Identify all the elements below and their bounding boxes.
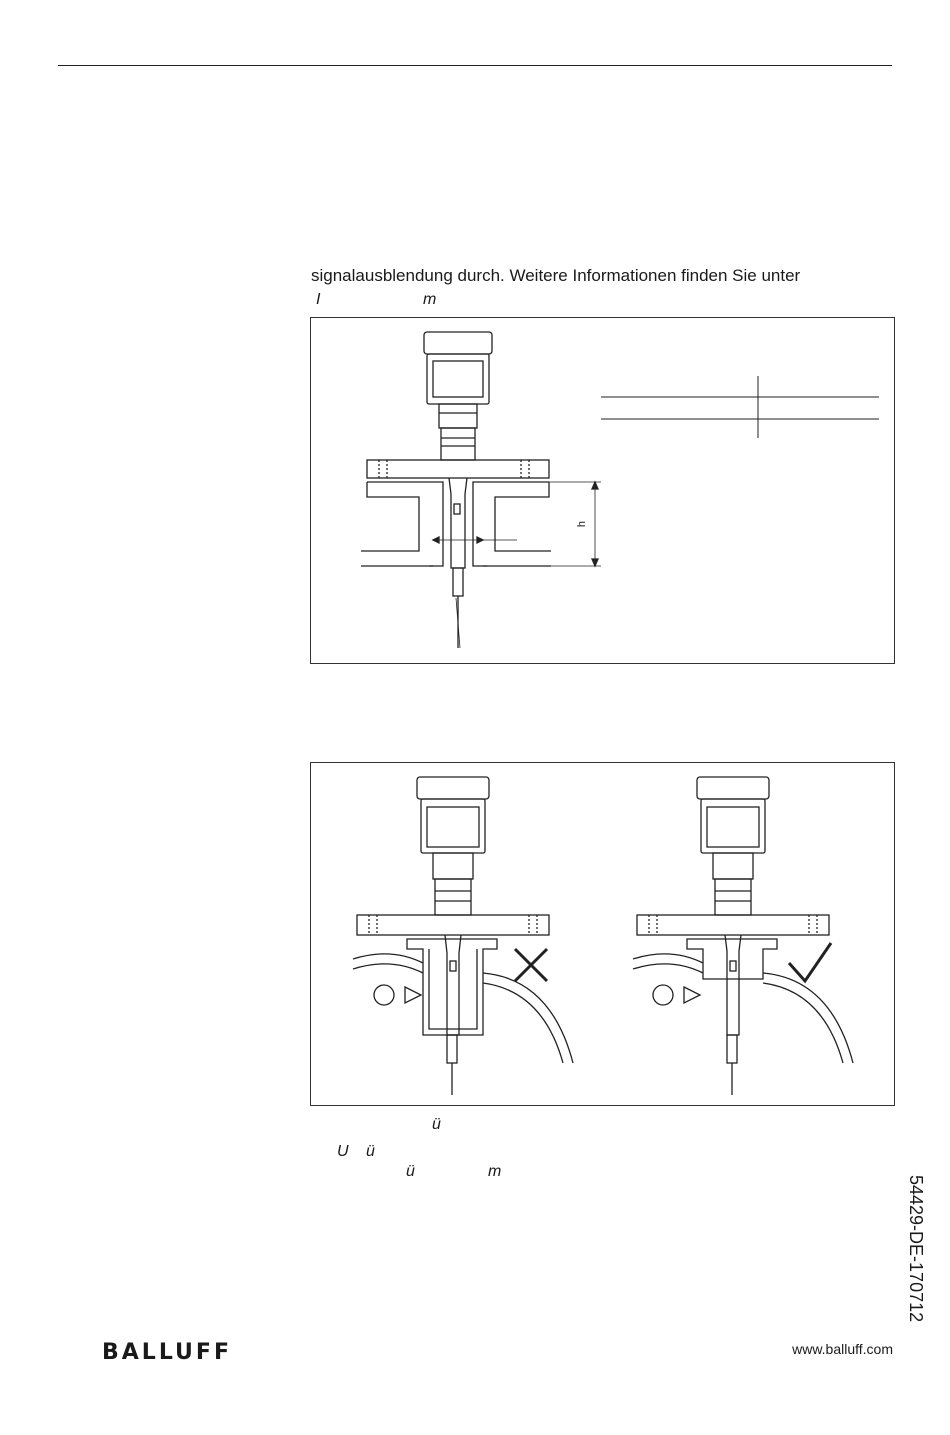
sensor-diagram — [311, 318, 896, 665]
body-text-line: signalausblendung durch. Weitere Informationen finden Sie unter — [311, 266, 801, 285]
balluff-logo: BALLUFF — [102, 1340, 232, 1365]
caption-fragment: U — [337, 1143, 349, 1160]
figure-socket-comparison — [310, 762, 895, 1106]
header-rule — [58, 65, 892, 66]
figure-socket-mounting — [310, 317, 895, 664]
body-text-fragment: m — [423, 291, 437, 308]
body-text-fragment: I — [316, 291, 321, 308]
socket-comparison-diagram — [311, 763, 896, 1107]
caption-fragment: ü — [432, 1116, 441, 1133]
footer-url: www.balluff.com — [792, 1341, 893, 1357]
caption-fragment: ü — [366, 1143, 375, 1160]
caption-fragment: m — [488, 1163, 502, 1180]
dimension-label-h: h — [576, 520, 589, 528]
document-code-rotated — [902, 1175, 932, 1435]
caption-fragment: ü — [406, 1163, 415, 1180]
document-code: 54429-DE-170712 — [906, 1175, 926, 1323]
